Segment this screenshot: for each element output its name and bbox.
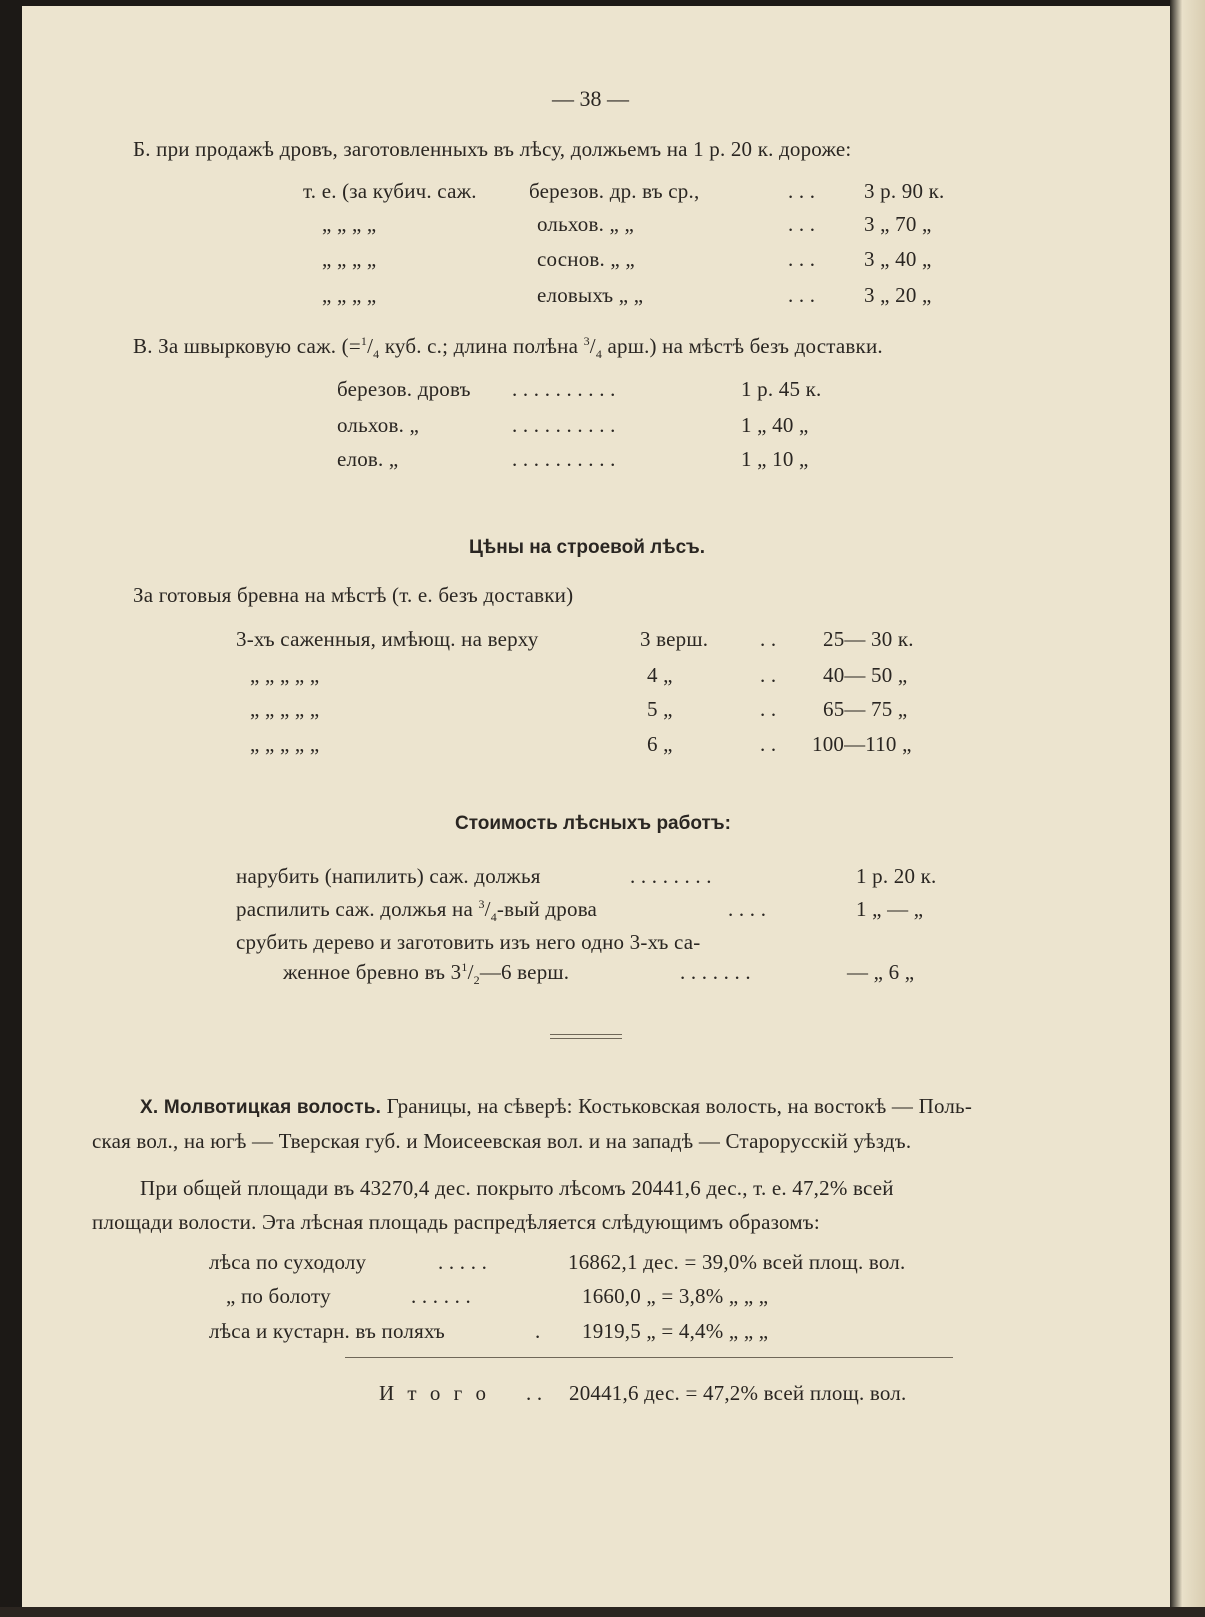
section-b-heading: Б. при продажѣ дровъ, заготовленныхъ въ лѣсу, должьемъ на 1 р. 20 к. дороже: xyxy=(133,137,852,161)
section-b-row-price: 3 „ 40 „ xyxy=(864,247,932,271)
section-divider xyxy=(550,1034,622,1039)
section-x-paragraph: площади волости. Эта лѣсная площадь распредѣляется слѣдующимъ образомъ: xyxy=(92,1210,820,1234)
forest-row-area: 1919,5 „ = 4,4% „ „ „ xyxy=(582,1319,769,1343)
section-b-row-dots: . . . xyxy=(788,247,816,271)
timber-title: Цѣны на строевой лѣсъ. xyxy=(469,537,706,558)
section-v-row-price: 1 р. 45 к. xyxy=(741,377,822,401)
section-v-row-price: 1 „ 10 „ xyxy=(741,447,809,471)
works-row-dots: . . . . . . . xyxy=(680,960,751,984)
section-b-row-dots: . . . xyxy=(788,283,816,307)
works-row-text: распилить саж. должья на $^3/_4$-вый дрова xyxy=(236,897,598,925)
section-b-row-lead: „ „ „ „ xyxy=(322,247,377,271)
page-number: — 38 — xyxy=(552,86,629,111)
works-row-price: 1 „ — „ xyxy=(856,897,924,921)
section-b-row-wood: ольхов. „ „ xyxy=(537,212,634,236)
section-b-row-wood: соснов. „ „ xyxy=(537,247,635,271)
section-v-row-dots: . . . . . . . . . . xyxy=(512,413,616,437)
section-v-heading: В. За швырковую саж. ($=^1/_4$ куб. с.; длина полѣна $^3/_4$ арш.) на мѣстѣ безъ доставки. xyxy=(133,334,883,362)
book-edge-right xyxy=(1170,0,1205,1617)
timber-row-size: 4 „ xyxy=(647,663,673,687)
section-b-row-wood: березов. др. въ ср., xyxy=(529,179,700,203)
timber-row-dots: . . xyxy=(760,663,777,687)
total-dots: . . xyxy=(526,1381,543,1405)
works-row-text: срубить дерево и заготовить изъ него одно 3-хъ са- xyxy=(236,930,701,954)
section-b-row-price: 3 р. 90 к. xyxy=(864,179,945,203)
timber-row-price: 65— 75 „ xyxy=(823,697,908,721)
section-b-row-dots: . . . xyxy=(788,179,816,203)
section-x-paragraph: При общей площади въ 43270,4 дес. покрыто лѣсомъ 20441,6 дес., т. е. 47,2% всей xyxy=(140,1176,894,1200)
timber-row-desc: „ „ „ „ „ xyxy=(250,663,320,687)
forest-row-name: лѣса и кустарн. въ поляхъ xyxy=(209,1319,445,1343)
timber-row-desc: 3-хъ саженныя, имѣющ. на верху xyxy=(236,627,539,651)
timber-row-price: 40— 50 „ xyxy=(823,663,908,687)
forest-row-name: лѣса по суходолу xyxy=(209,1250,367,1274)
timber-row-size: 5 „ xyxy=(647,697,673,721)
works-row-text: женное бревно въ $3^1/_2—6$ верш. xyxy=(283,960,570,988)
section-v-row-name: елов. „ xyxy=(337,447,399,471)
section-x-line: ская вол., на югѣ — Тверская губ. и Моисеевская вол. и на западѣ — Старорусскій уѣздъ. xyxy=(92,1129,912,1153)
timber-intro: За готовыя бревна на мѣстѣ (т. е. безъ доставки) xyxy=(133,583,574,607)
forest-row-area: 1660,0 „ = 3,8% „ „ „ xyxy=(582,1284,769,1308)
timber-row-dots: . . xyxy=(760,627,777,651)
forest-row-area: 16862,1 дес. = 39,0% всей площ. вол. xyxy=(568,1250,906,1274)
total-value: 20441,6 дес. = 47,2% всей площ. вол. xyxy=(569,1381,907,1405)
timber-row-size: 3 верш. xyxy=(640,627,709,651)
timber-row-dots: . . xyxy=(760,697,777,721)
timber-row-size: 6 „ xyxy=(647,732,673,756)
total-label: И т о г о xyxy=(379,1381,490,1405)
timber-row-dots: . . xyxy=(760,732,777,756)
section-v-row-dots: . . . . . . . . . . xyxy=(512,447,616,471)
total-rule xyxy=(345,1357,953,1358)
timber-row-price: 25— 30 к. xyxy=(823,627,914,651)
forest-row-dots: . xyxy=(535,1319,541,1343)
works-row-dots: . . . . xyxy=(728,897,767,921)
section-v-row-name: ольхов. „ xyxy=(337,413,420,437)
section-x-title: X. Молвотицкая волость. xyxy=(140,1097,382,1118)
section-b-row-price: 3 „ 70 „ xyxy=(864,212,932,236)
section-v-row-name: березов. дровъ xyxy=(337,377,471,401)
section-x-line: X. Молвотицкая волость. Границы, на сѣверѣ: Костьковская волость, на востокѣ — Поль- xyxy=(140,1094,973,1118)
section-b-row-price: 3 „ 20 „ xyxy=(864,283,932,307)
book-edge-bottom xyxy=(0,1607,1205,1617)
section-v-row-dots: . . . . . . . . . . xyxy=(512,377,616,401)
forest-row-dots: . . . . . . xyxy=(411,1284,471,1308)
works-title: Стоимость лѣсныхъ работъ: xyxy=(455,813,731,834)
section-b-row-lead: „ „ „ „ xyxy=(322,212,377,236)
section-v-row-price: 1 „ 40 „ xyxy=(741,413,809,437)
section-b-row-dots: . . . xyxy=(788,212,816,236)
section-b-row-wood: еловыхъ „ „ xyxy=(537,283,644,307)
timber-row-desc: „ „ „ „ „ xyxy=(250,697,320,721)
works-row-price: — „ 6 „ xyxy=(847,960,915,984)
section-b-row-lead: т. е. (за кубич. саж. xyxy=(303,179,477,203)
works-row-text: нарубить (напилить) саж. должья xyxy=(236,864,541,888)
timber-row-desc: „ „ „ „ „ xyxy=(250,732,320,756)
section-b-row-lead: „ „ „ „ xyxy=(322,283,377,307)
forest-row-name: „ по болоту xyxy=(226,1284,331,1308)
works-row-price: 1 р. 20 к. xyxy=(856,864,937,888)
timber-row-price: 100—110 „ xyxy=(812,732,912,756)
forest-row-dots: . . . . . xyxy=(438,1250,488,1274)
works-row-dots: . . . . . . . . xyxy=(630,864,712,888)
